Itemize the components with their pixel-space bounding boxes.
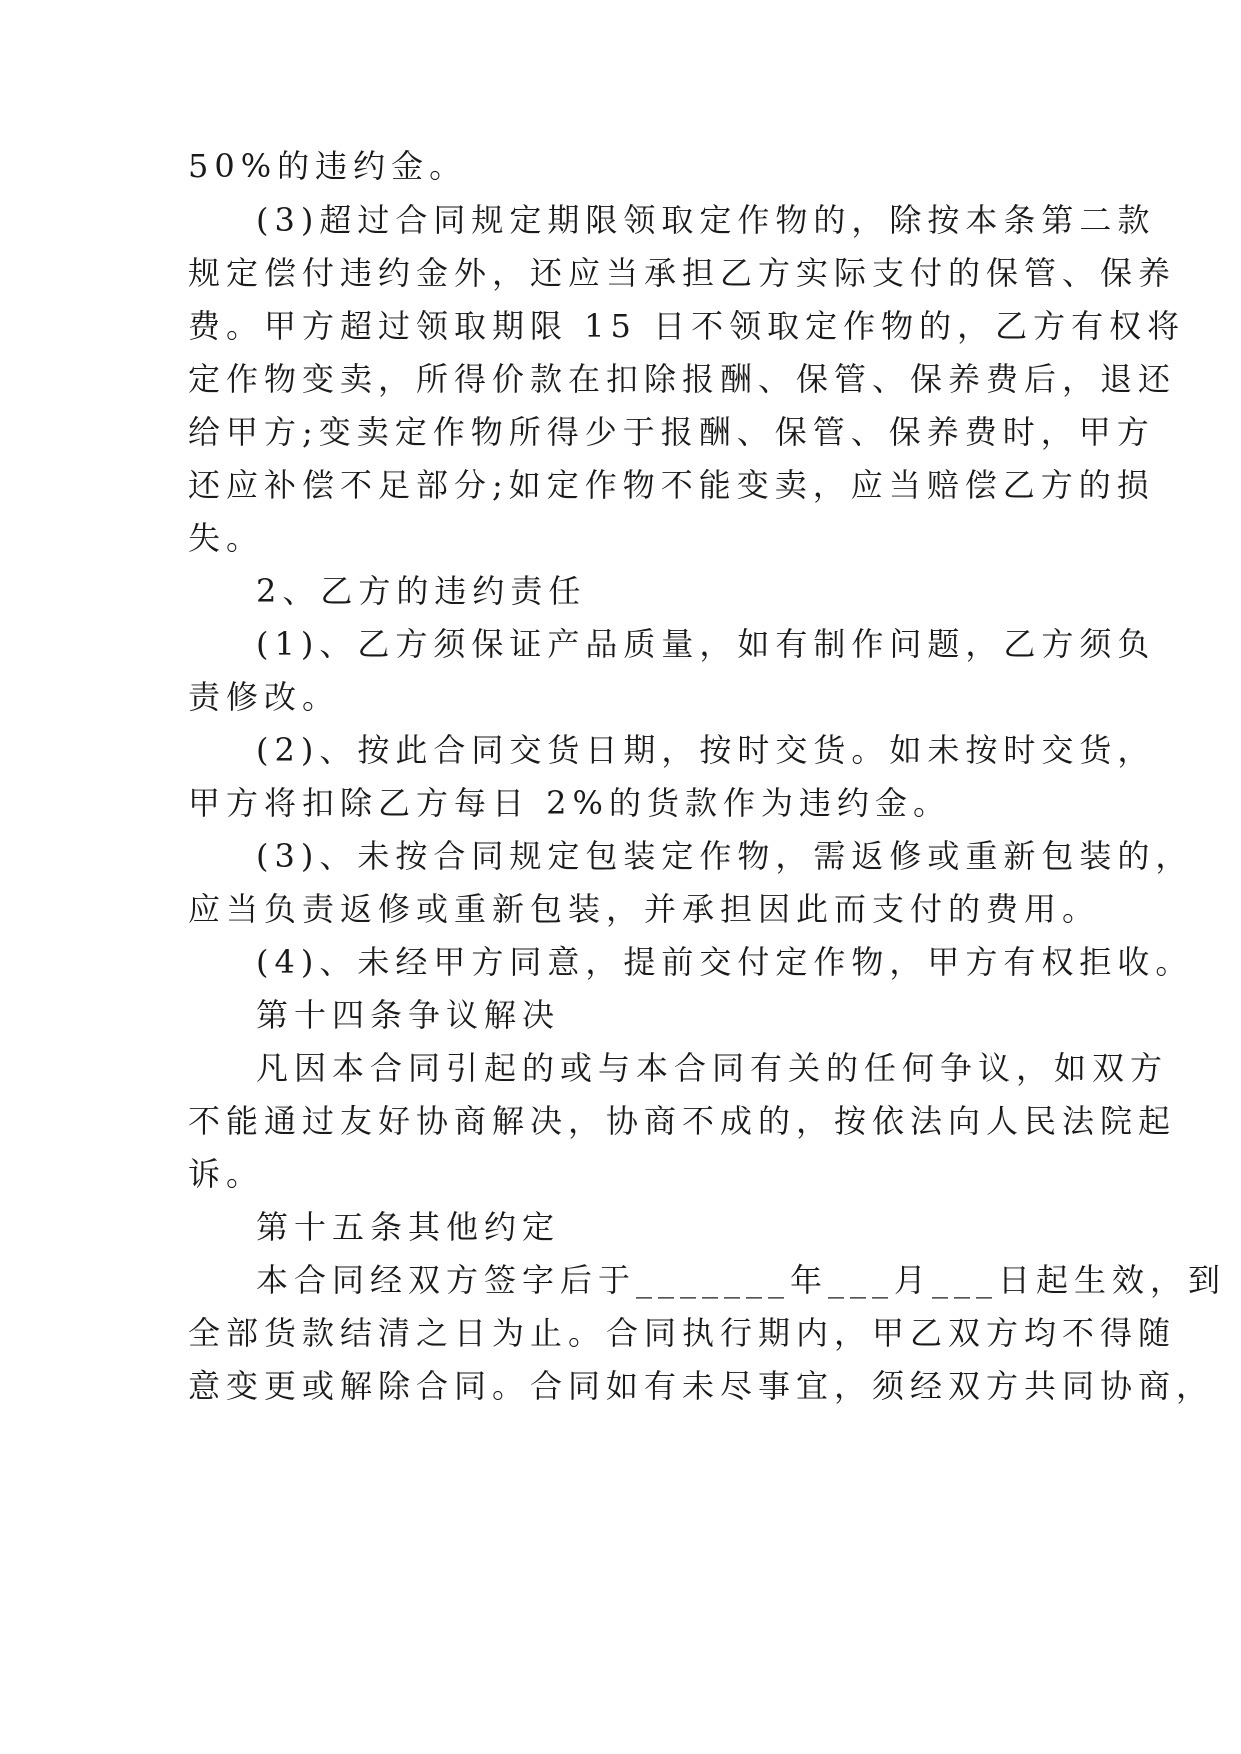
text-line-11: 责修改。 (188, 678, 341, 716)
text-line-4: 费。甲方超过领取期限 15 日不领取定作物的，乙方有权将 (188, 307, 1186, 345)
text-line-1: 50%的违约金。 (188, 147, 468, 185)
text-line-18: 凡因本合同引起的或与本合同有关的任何争议，如双方 (256, 1049, 1169, 1087)
text-line-10: (1)、乙方须保证产品质量，如有制作问题，乙方须负 (256, 625, 1156, 663)
text-line-14: (3)、未按合同规定包装定作物，需返修或重新包装的， (256, 837, 1194, 875)
text-line-13: 甲方将扣除乙方每日 2%的货款作为违约金。 (188, 784, 951, 822)
text-line-3: 规定偿付违约金外，还应当承担乙方实际支付的保管、保养 (188, 254, 1177, 292)
text-line-12: (2)、按此合同交货日期，按时交货。如未按时交货， (256, 731, 1156, 769)
text-line-7: 还应补偿不足部分;如定作物不能变卖，应当赔偿乙方的损 (188, 466, 1155, 504)
text-line-8: 失。 (188, 519, 265, 557)
text-line-5: 定作物变卖，所得价款在扣除报酬、保管、保养费后，退还 (188, 360, 1177, 398)
article-15-heading: 第十五条其他约定 (256, 1208, 561, 1246)
section-heading-breach-party-b: 2、乙方的违约责任 (256, 572, 587, 610)
text-line-15: 应当负责返修或重新包装，并承担因此而支付的费用。 (188, 890, 1101, 928)
text-line-19: 不能通过友好协商解决，协商不成的，按依法向人民法院起 (188, 1102, 1177, 1140)
article-14-heading: 第十四条争议解决 (256, 996, 561, 1034)
text-line-16: (4)、未经甲方同意，提前交付定作物，甲方有权拒收。 (256, 943, 1194, 981)
text-line-6: 给甲方;变卖定作物所得少于报酬、保管、保养费时，甲方 (188, 413, 1155, 451)
text-line-2: (3)超过合同规定期限领取定作物的，除按本条第二款 (256, 201, 1156, 239)
text-line-24: 意变更或解除合同。合同如有未尽事宜，须经双方共同协商， (188, 1367, 1215, 1405)
text-line-20: 诉。 (188, 1155, 265, 1193)
text-line-22: 本合同经双方签字后于_______年___月___日起生效，到 (256, 1261, 1227, 1299)
text-line-23: 全部货款结清之日为止。合同执行期内，甲乙双方均不得随 (188, 1314, 1177, 1352)
